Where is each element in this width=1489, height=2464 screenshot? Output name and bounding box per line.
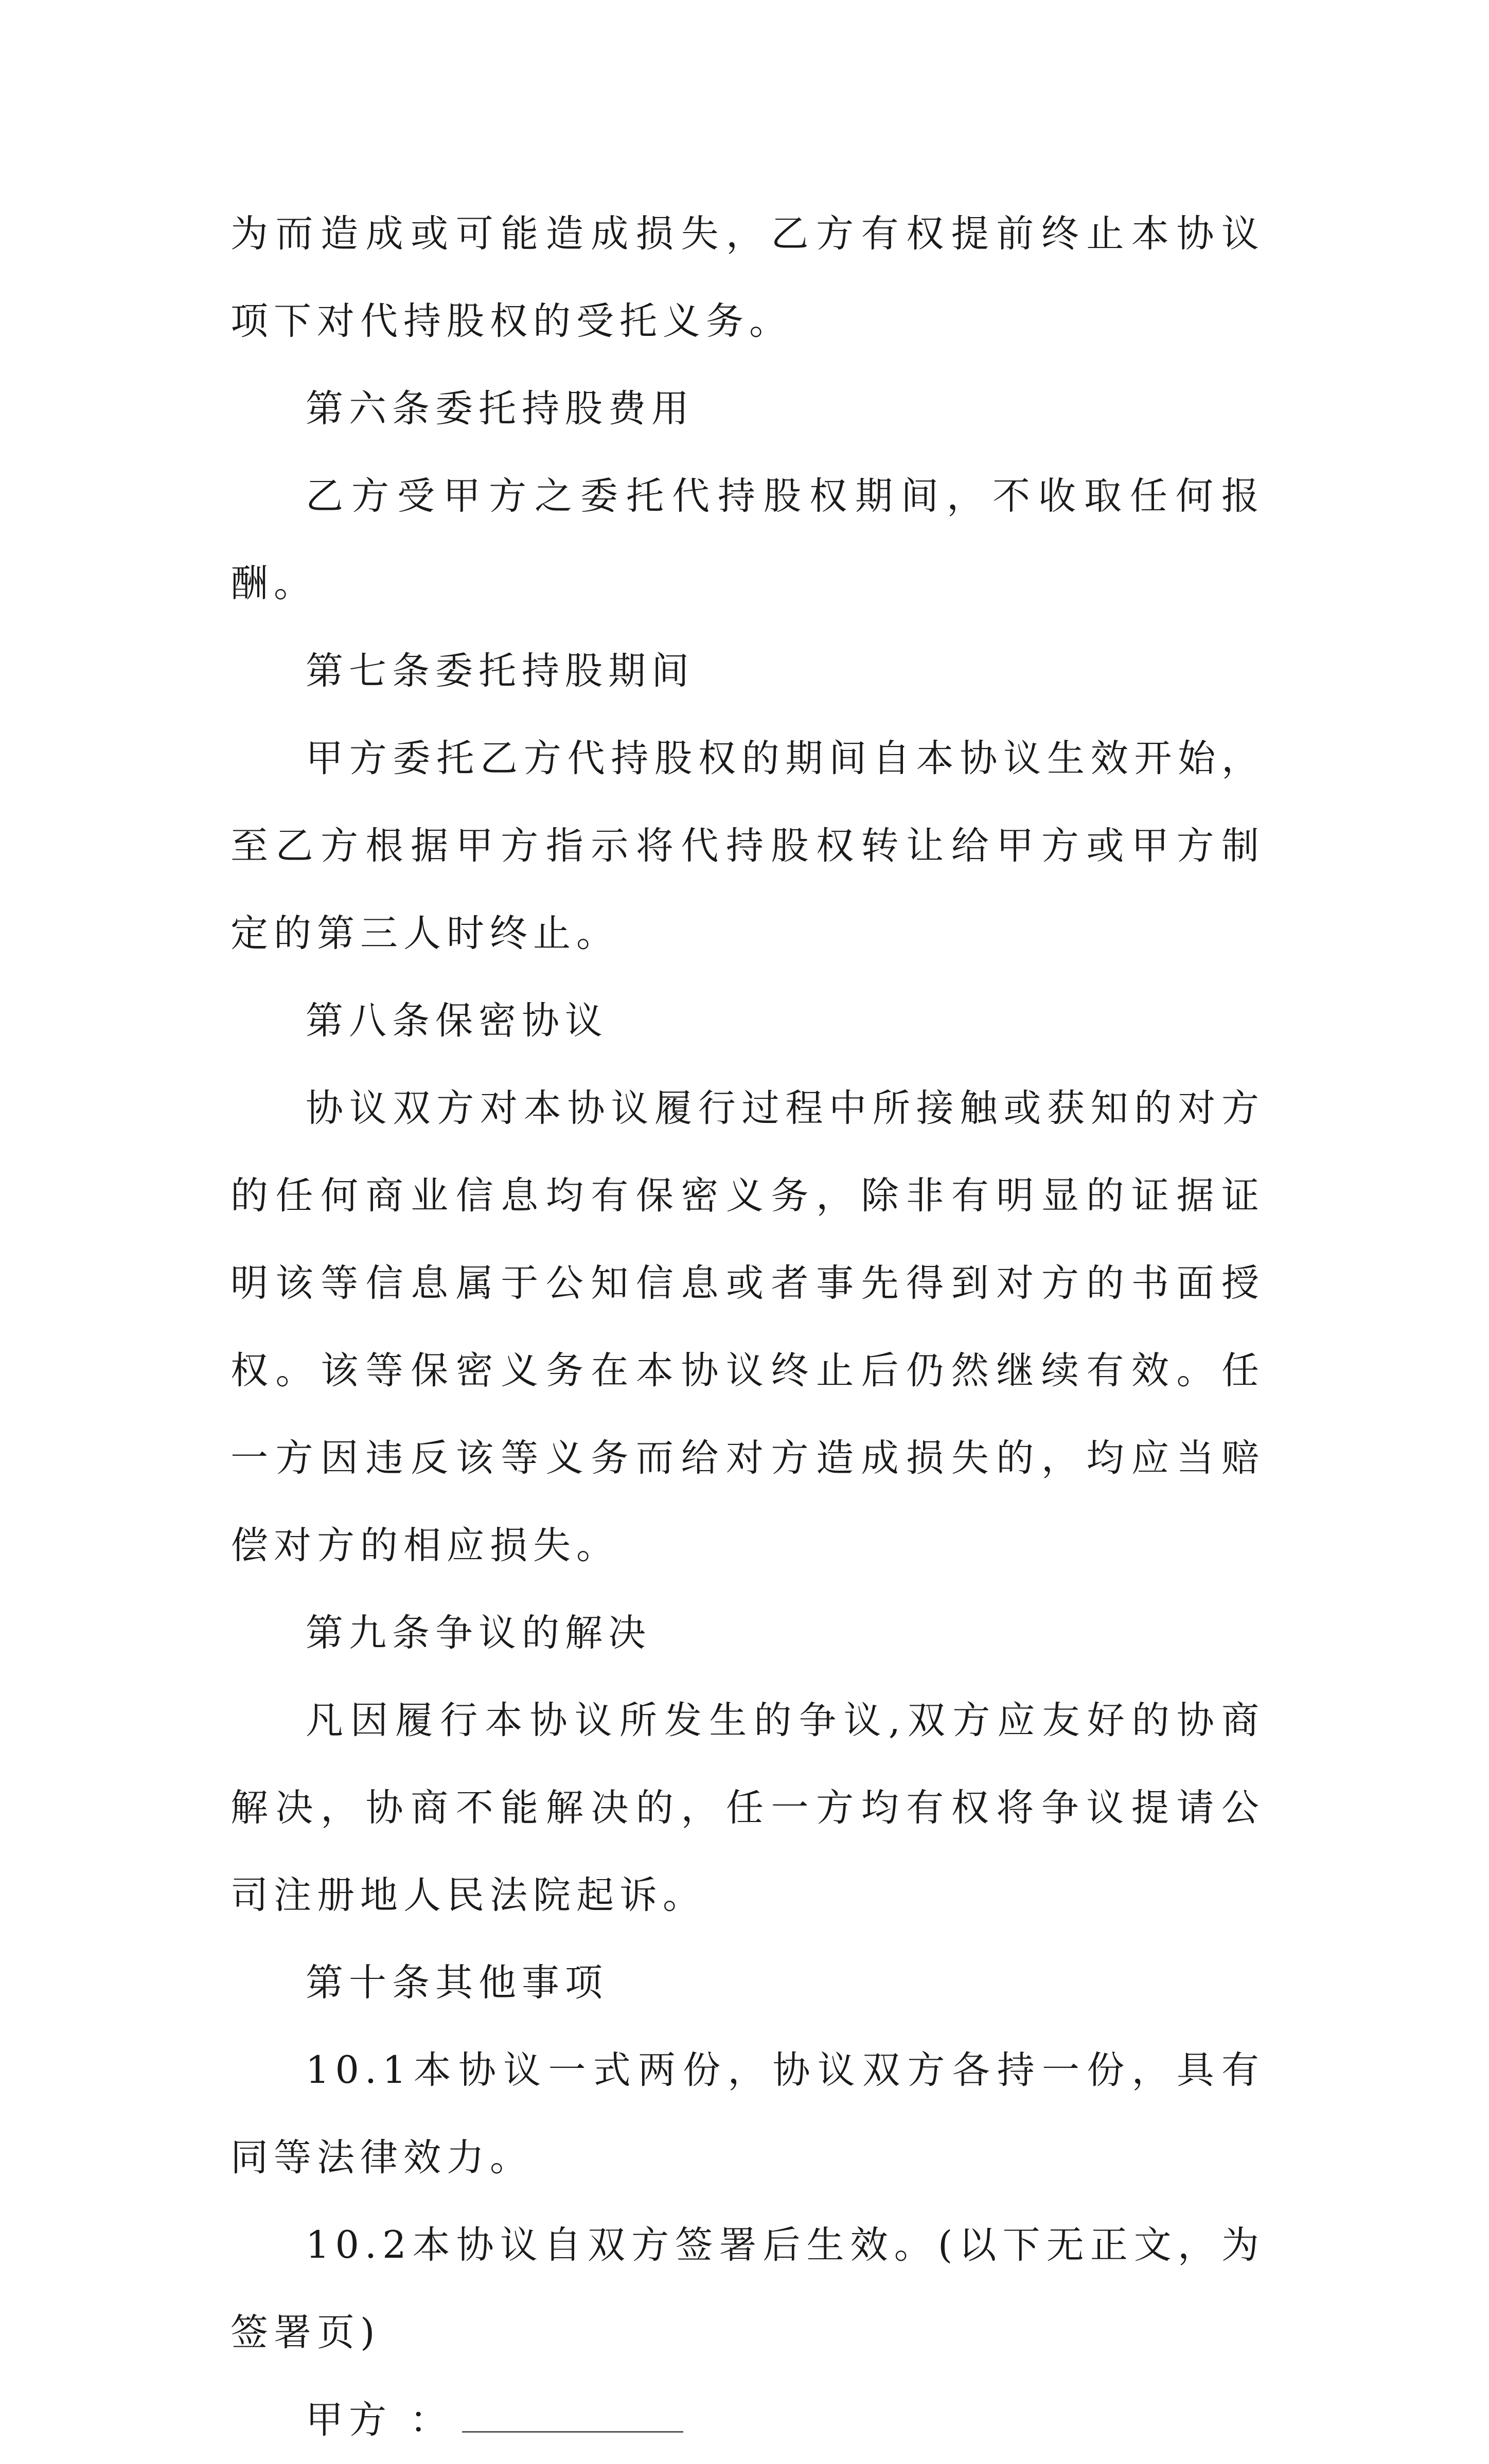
paragraph-continuation: 为而造成或可能造成损失，乙方有权提前终止本协议项下对代持股权的受托义务。 — [231, 212, 1265, 343]
paragraph-article-6: 乙方受甲方之委托代持股权期间，不收取任何报酬。 — [231, 474, 1265, 605]
signature-blank-line — [462, 2395, 683, 2433]
paragraph-clause-10-2: 10.2本协议自双方签署后生效。(以下无正文，为签署页) — [231, 2223, 1265, 2354]
document-body — [231, 190, 1265, 2464]
heading-article-8: 第八条保密协议 — [306, 999, 608, 1043]
paragraph-clause-10-1: 10.1本协议一式两份，协议双方各持一份，具有同等法律效力。 — [231, 2048, 1265, 2180]
heading-article-7: 第七条委托持股期间 — [306, 649, 695, 693]
heading-article-9: 第九条争议的解决 — [306, 1611, 651, 1655]
paragraph-article-7: 甲方委托乙方代持股权的期间自本协议生效开始，至乙方根据甲方指示将代持股权转让给甲方或甲方制定的第三人时终止。 — [231, 737, 1265, 955]
paragraph-article-8: 协议双方对本协议履行过程中所接触或获知的对方的任何商业信息均有保密义务，除非有明显的证据证明该等信息属于公知信息或者事先得到对方的书面授权。该等保密义务在本协议终止后仍然继续有效。任一方因违反该等义务而给对方造成损失的，均应当赔偿对方的相应损失。 — [231, 1086, 1265, 1567]
heading-article-10: 第十条其他事项 — [306, 1961, 608, 2005]
heading-article-6: 第六条委托持股费用 — [306, 387, 695, 431]
paragraph-article-9: 凡因履行本协议所发生的争议,双方应友好的协商解决，协商不能解决的，任一方均有权将争议提请公司注册地人民法院起诉。 — [231, 1699, 1265, 1917]
signature-party-a — [231, 2377, 1265, 2464]
signature-label: 甲方 ： — [306, 2398, 453, 2442]
